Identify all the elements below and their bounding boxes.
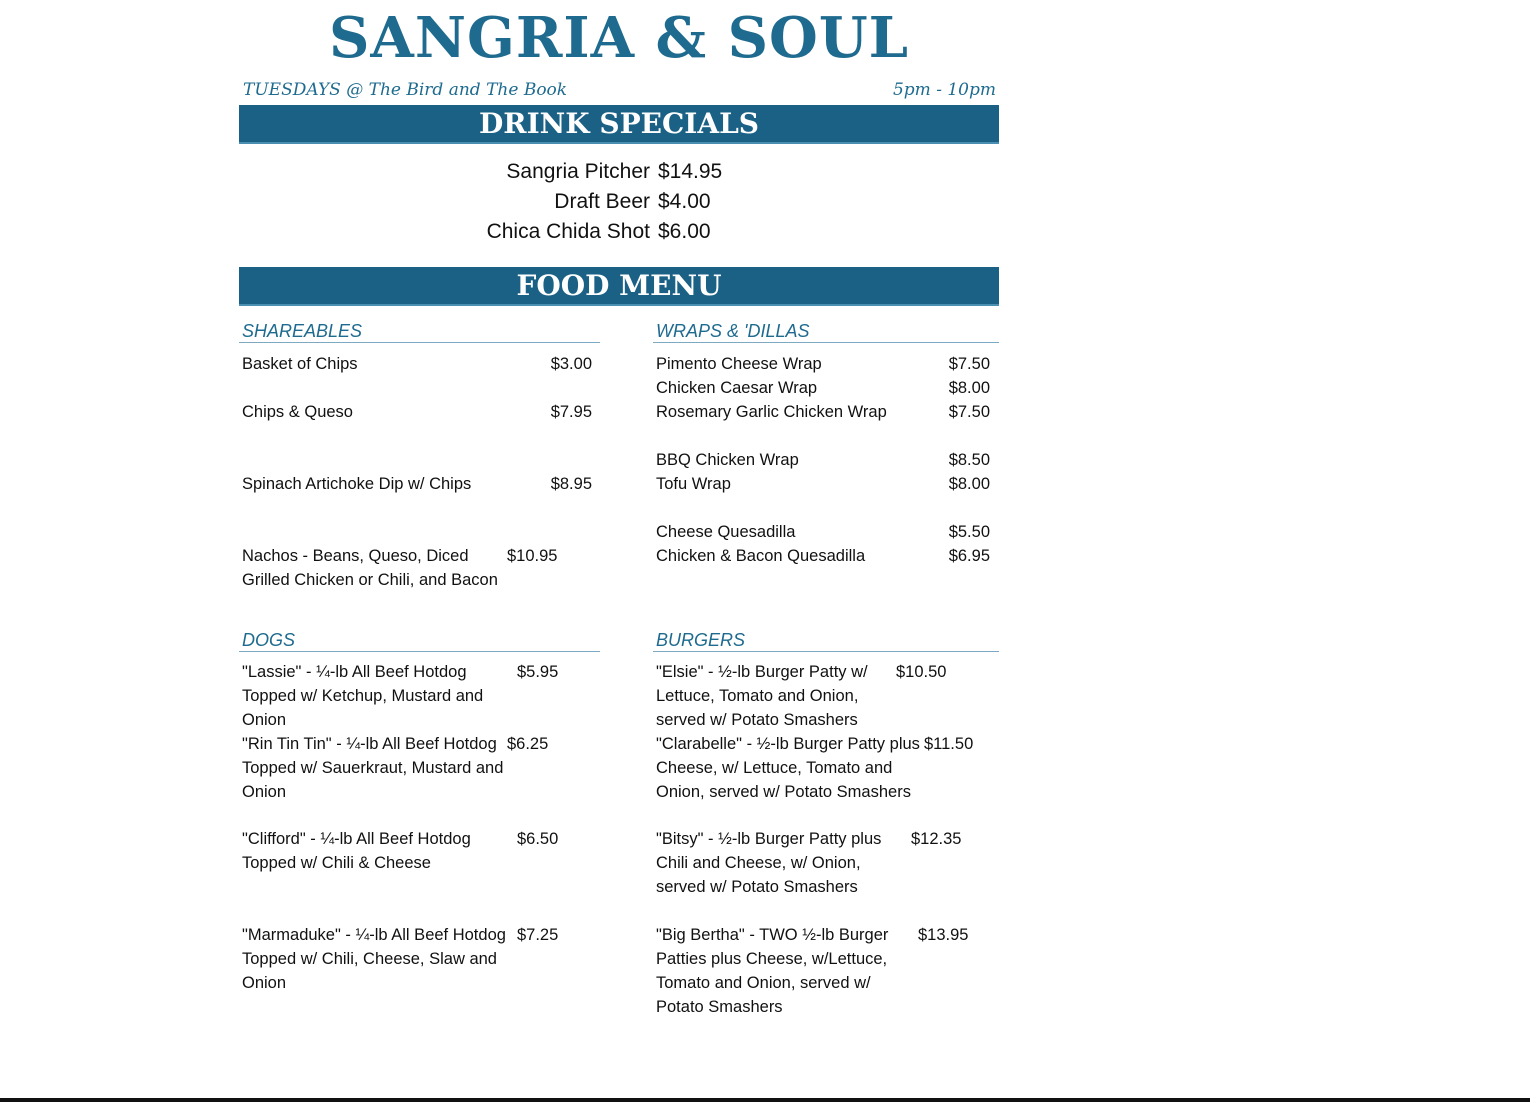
list-item bbox=[656, 520, 990, 544]
item-name: Nachos - Beans, Queso, Diced Grilled Chicken or Chili, and Bacon bbox=[242, 547, 498, 589]
item-price: $5.95 bbox=[517, 663, 559, 681]
bottom-divider bbox=[0, 1098, 1530, 1102]
drink-price: $6.00 bbox=[658, 220, 711, 243]
list-item bbox=[242, 732, 592, 804]
item-name: "Marmaduke" - ¼-lb All Beef Hotdog Topped w/ Chili, Cheese, Slaw and Onion bbox=[242, 926, 506, 992]
hours-tagline: 5pm - 10pm bbox=[892, 80, 996, 100]
item-price: $3.00 bbox=[550, 355, 592, 373]
item-name: "Elsie" - ½-lb Burger Patty w/ Lettuce, Tomato and Onion, served w/ Potato Smashers bbox=[656, 663, 868, 729]
drink-price: $4.00 bbox=[658, 190, 711, 213]
item-price: $6.50 bbox=[517, 830, 559, 848]
food-menu-heading: FOOD MENU bbox=[239, 267, 999, 306]
list-item bbox=[656, 400, 990, 424]
list-item bbox=[656, 827, 990, 899]
item-name: Cheese Quesadilla bbox=[656, 523, 796, 541]
list-item bbox=[242, 660, 592, 732]
list-item bbox=[242, 352, 592, 376]
item-price: $7.50 bbox=[948, 403, 990, 421]
item-name: "Rin Tin Tin" - ¼-lb All Beef Hotdog Topped w/ Sauerkraut, Mustard and Onion bbox=[242, 735, 504, 801]
menu-title: SANGRIA & SOUL bbox=[328, 5, 910, 71]
list-item bbox=[656, 732, 990, 804]
list-item bbox=[656, 660, 990, 732]
item-name: "Lassie" - ¼-lb All Beef Hotdog Topped w/ Ketchup, Mustard and Onion bbox=[242, 663, 484, 729]
list-item bbox=[242, 544, 592, 592]
item-name: BBQ Chicken Wrap bbox=[656, 451, 799, 469]
item-name: Tofu Wrap bbox=[656, 475, 731, 493]
drink-name: Sangria Pitcher bbox=[506, 160, 650, 183]
item-price: $10.50 bbox=[896, 663, 947, 681]
item-name: Basket of Chips bbox=[242, 355, 358, 373]
list-item bbox=[242, 400, 592, 424]
item-name: Chips & Queso bbox=[242, 403, 353, 421]
list-item bbox=[242, 472, 592, 496]
drink-name: Chica Chida Shot bbox=[486, 220, 650, 243]
item-price: $7.95 bbox=[550, 403, 592, 421]
dogs-heading: DOGS bbox=[239, 629, 600, 652]
list-item bbox=[242, 827, 592, 875]
item-name: Spinach Artichoke Dip w/ Chips bbox=[242, 475, 472, 493]
drink-item bbox=[400, 187, 880, 217]
item-price: $8.95 bbox=[550, 475, 592, 493]
item-price: $12.35 bbox=[911, 830, 962, 848]
item-price: $7.50 bbox=[948, 355, 990, 373]
item-name: Chicken Caesar Wrap bbox=[656, 379, 818, 397]
item-name: "Clifford" - ¼-lb All Beef Hotdog Topped w/ Chili & Cheese bbox=[242, 830, 471, 872]
list-item bbox=[656, 352, 990, 376]
item-price: $11.50 bbox=[924, 735, 974, 753]
shareables-heading: SHAREABLES bbox=[239, 320, 600, 343]
item-name: "Bitsy" - ½-lb Burger Patty plus Chili and Cheese, w/ Onion, served w/ Potato Smashers bbox=[656, 830, 882, 896]
list-item bbox=[656, 923, 990, 1019]
venue-tagline: TUESDAYS @ The Bird and The Book bbox=[243, 80, 568, 100]
list-item bbox=[656, 376, 990, 400]
item-price: $8.00 bbox=[948, 379, 990, 397]
item-price: $8.00 bbox=[948, 475, 990, 493]
item-price: $7.25 bbox=[517, 926, 559, 944]
drink-specials-heading: DRINK SPECIALS bbox=[239, 105, 999, 144]
item-name: "Clarabelle" - ½-lb Burger Patty plus Cheese, w/ Lettuce, Tomato and Onion, served w/ Potato Smashers bbox=[656, 735, 920, 801]
list-item bbox=[242, 923, 592, 995]
item-name: Pimento Cheese Wrap bbox=[656, 355, 822, 373]
item-name: "Big Bertha" - TWO ½-lb Burger Patties plus Cheese, w/Lettuce, Tomato and Onion, served w/ Potato Smashers bbox=[656, 926, 889, 1016]
item-name: Rosemary Garlic Chicken Wrap bbox=[656, 403, 887, 421]
list-item bbox=[656, 544, 990, 568]
list-item bbox=[656, 472, 990, 496]
drink-specials-list bbox=[400, 157, 880, 247]
drink-item bbox=[400, 217, 880, 247]
drink-price: $14.95 bbox=[658, 160, 723, 183]
drink-name: Draft Beer bbox=[554, 190, 650, 213]
item-price: $6.25 bbox=[507, 735, 549, 753]
burgers-heading: BURGERS bbox=[653, 629, 999, 652]
item-price: $13.95 bbox=[918, 926, 969, 944]
drink-item bbox=[400, 157, 880, 187]
item-price: $6.95 bbox=[948, 547, 990, 565]
wraps-heading: WRAPS & 'DILLAS bbox=[653, 320, 999, 343]
item-price: $10.95 bbox=[507, 547, 558, 565]
item-price: $5.50 bbox=[948, 523, 990, 541]
item-name: Chicken & Bacon Quesadilla bbox=[656, 547, 866, 565]
list-item bbox=[656, 448, 990, 472]
item-price: $8.50 bbox=[948, 451, 990, 469]
